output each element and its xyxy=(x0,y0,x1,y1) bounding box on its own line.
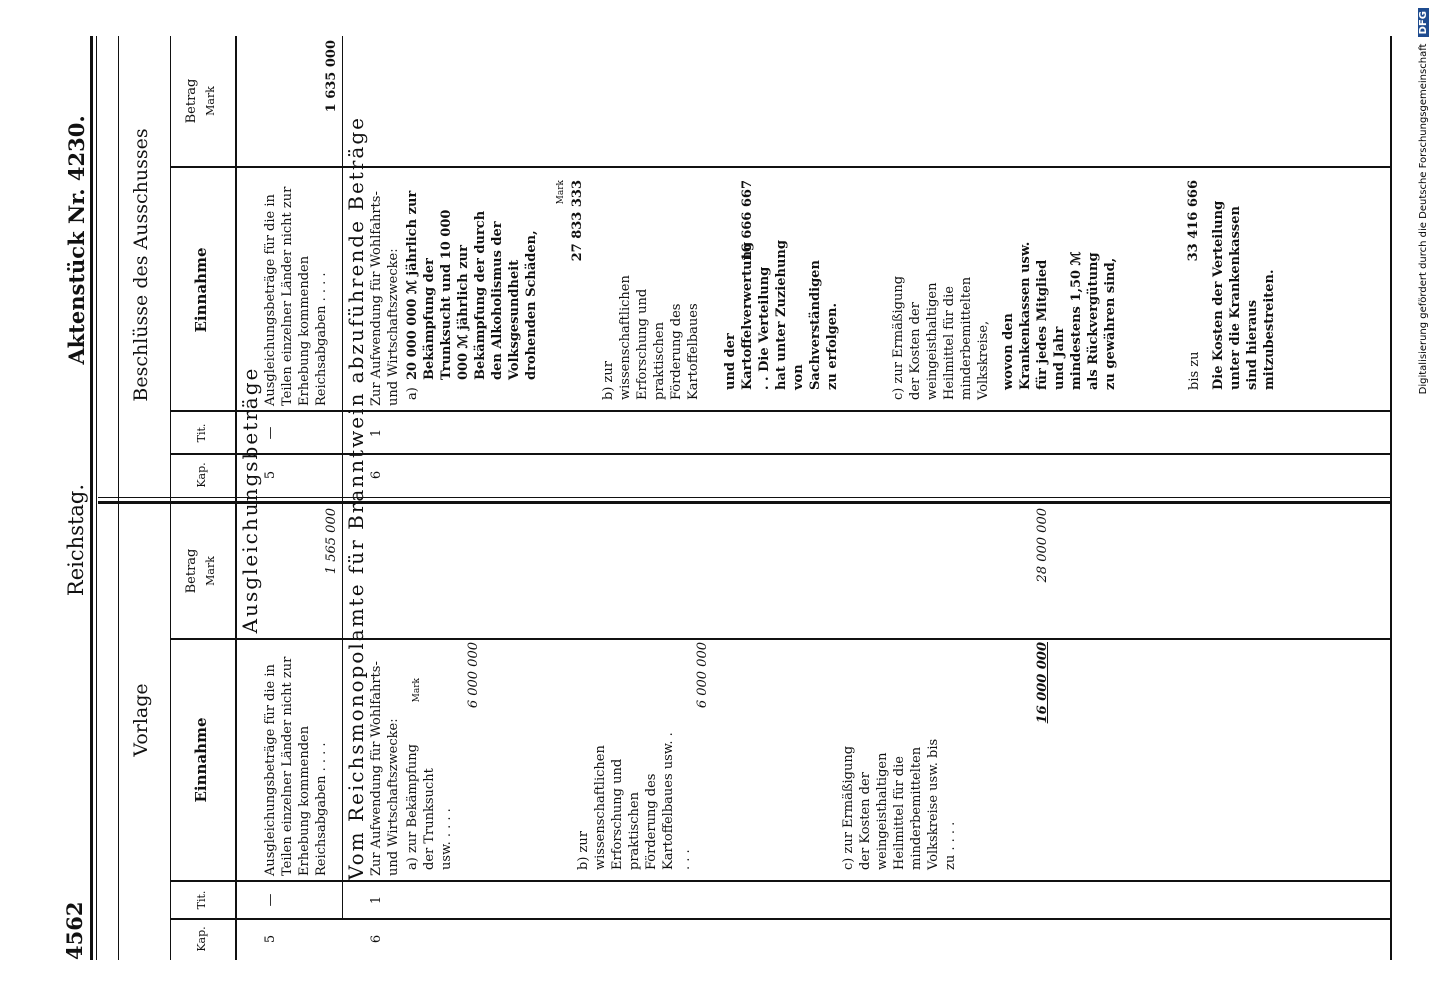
vorlage-col-betrag-unit: Mark xyxy=(204,556,217,586)
section2-vorlage-item-b: b) zur wissenschaftlichen Erforschung und praktischen Förderung des Kartoffelbaues usw. . . . . xyxy=(576,732,693,870)
section1-beschluss-kap: 5 xyxy=(263,470,278,480)
header-title: Reichstag. xyxy=(64,483,88,597)
beschluesse-col-betrag: Betrag xyxy=(184,78,199,124)
section1-beschluss-betrag: 1 635 000 xyxy=(324,40,339,113)
section2-beschluss-item-c-end: Die Kosten der Verteilung unter die Krankenkassen sind hieraus mitzubestreiten. xyxy=(1211,200,1277,390)
section2-beschluss-a-amount: 27 833 333 xyxy=(570,180,585,262)
section2-vorlage-item-c: c) zur Ermäßigung der Kosten der weingeisthaltigen Heilmittel für die minderbemittelten Volkskreise usw. bis zu . . . . xyxy=(841,738,958,870)
header-rule-1 xyxy=(118,36,119,960)
header-rule-2 xyxy=(170,36,171,960)
section2-beschluss-kap: 6 xyxy=(369,470,384,480)
section2-beschluss-c-amount: 33 416 666 xyxy=(1186,180,1201,262)
section2-title: Vom Reichsmonopolamte für Branntwein abzuführende Beträge xyxy=(344,116,368,880)
vorlage-col-tit: Tit. xyxy=(195,890,208,910)
bottom-rule xyxy=(1390,36,1392,960)
section2-beschluss-c-post: bis zu xyxy=(1187,351,1202,390)
vorlage-col-kap: Kap. xyxy=(195,926,208,952)
section2-beschluss-intro: Zur Aufwendung für Wohlfahrts- und Wirtschaftszwecke: xyxy=(369,191,401,406)
beschluesse-title: Beschlüsse des Ausschusses xyxy=(130,128,152,402)
beschluesse-col-tit: Tit. xyxy=(195,423,208,443)
section1-vorlage-betrag: 1 565 000 xyxy=(324,508,339,575)
section2-beschluss-item-b: b) zur wissenschaftlichen Erforschung und praktischen Förderung des Kartoffelbaues xyxy=(601,275,701,400)
dfg-logo: DFG xyxy=(1418,8,1429,37)
col-sep-main-thin xyxy=(98,497,1390,498)
section2-vorlage-a-amount: 6 000 000 xyxy=(466,642,481,709)
section2-vorlage-b-amount: 6 000 000 xyxy=(695,642,710,709)
section1-beschluss-text: Ausgleichungsbeträge für die in Teilen einzelner Länder nicht zur Erhebung kommenden Reichsabgaben . . . . xyxy=(263,186,329,406)
section2-beschluss-item-c: c) zur Ermäßigung der Kosten der weingeisthaltigen Heilmittel für die minderbemittelten Volkskreise, xyxy=(891,275,991,400)
section1-end-rule xyxy=(342,36,343,920)
section1-beschluss-tit: — xyxy=(263,426,278,440)
digitization-note-text: Digitalisierung gefördert durch die Deutsche Forschungsgemeinschaft xyxy=(1418,43,1429,395)
section2-beschluss-tit: 1 xyxy=(369,428,384,438)
beschluesse-col-einnahme: Einnahme xyxy=(192,247,210,333)
section1-title: Ausgleichungsbeträge xyxy=(238,366,262,634)
section2-beschluss-item-a: 20 000 000 ℳ jährlich zur Bekämpfung der Trunksucht und 10 000 000 ℳ jährlich zur Bekämpfung der durch den Alkoholismus der Volksgesundheit drohenden Schäden, xyxy=(405,190,539,380)
section2-beschluss-a-unit: Mark xyxy=(556,180,566,205)
section2-beschluss-item-b-bold: und der Kartoffelverwertung . . Die Verteilung hat unter Zuziehung von Sachverständigen zu erfolgen. xyxy=(723,240,840,390)
section2-beschluss-b-amount: 16 666 667 xyxy=(740,180,755,262)
section2-vorlage-c-amount: 16 000 000 xyxy=(1035,642,1050,724)
section2-beschluss-a-label: a) xyxy=(405,387,420,400)
top-rule-thin xyxy=(96,36,97,960)
section2-beschluss-item-c-bold: wovon den Krankenkassen usw. für jedes Mitglied und Jahr mindestens 1,50 ℳ als Rückvergütung zu gewähren sind, xyxy=(1001,241,1118,390)
section2-vorlage-intro: Zur Aufwendung für Wohlfahrts- und Wirtschaftszwecke: xyxy=(369,661,401,876)
digitization-note xyxy=(1418,8,1434,992)
vorlage-title: Vorlage xyxy=(130,683,152,757)
section2-vorlage-a-unit: Mark xyxy=(412,678,422,703)
section2-vorlage-tit: 1 xyxy=(369,895,384,905)
beschluesse-col-kap: Kap. xyxy=(195,462,208,488)
vorlage-col-betrag: Betrag xyxy=(184,548,199,594)
section1-vorlage-text: Ausgleichungsbeträge für die in Teilen einzelner Länder nicht zur Erhebung kommenden Reichsabgaben . . . . xyxy=(263,656,329,876)
top-rule xyxy=(90,36,93,960)
beschluesse-col-betrag-unit: Mark xyxy=(204,86,217,116)
col-sep-main xyxy=(98,501,1390,504)
section2-vorlage-total: 28 000 000 xyxy=(1035,508,1050,583)
section1-vorlage-tit: — xyxy=(263,893,278,907)
section2-vorlage-item-a: a) zur Bekämpfung der Trunksucht usw. . . . . xyxy=(405,744,454,870)
header-document-number: Aktenstück Nr. 4230. xyxy=(64,115,89,365)
section2-vorlage-kap: 6 xyxy=(369,934,384,944)
header-rule-3 xyxy=(235,36,237,960)
section1-vorlage-kap: 5 xyxy=(263,934,278,944)
vorlage-col-einnahme: Einnahme xyxy=(192,717,210,803)
page-number: 4562 xyxy=(62,901,87,960)
